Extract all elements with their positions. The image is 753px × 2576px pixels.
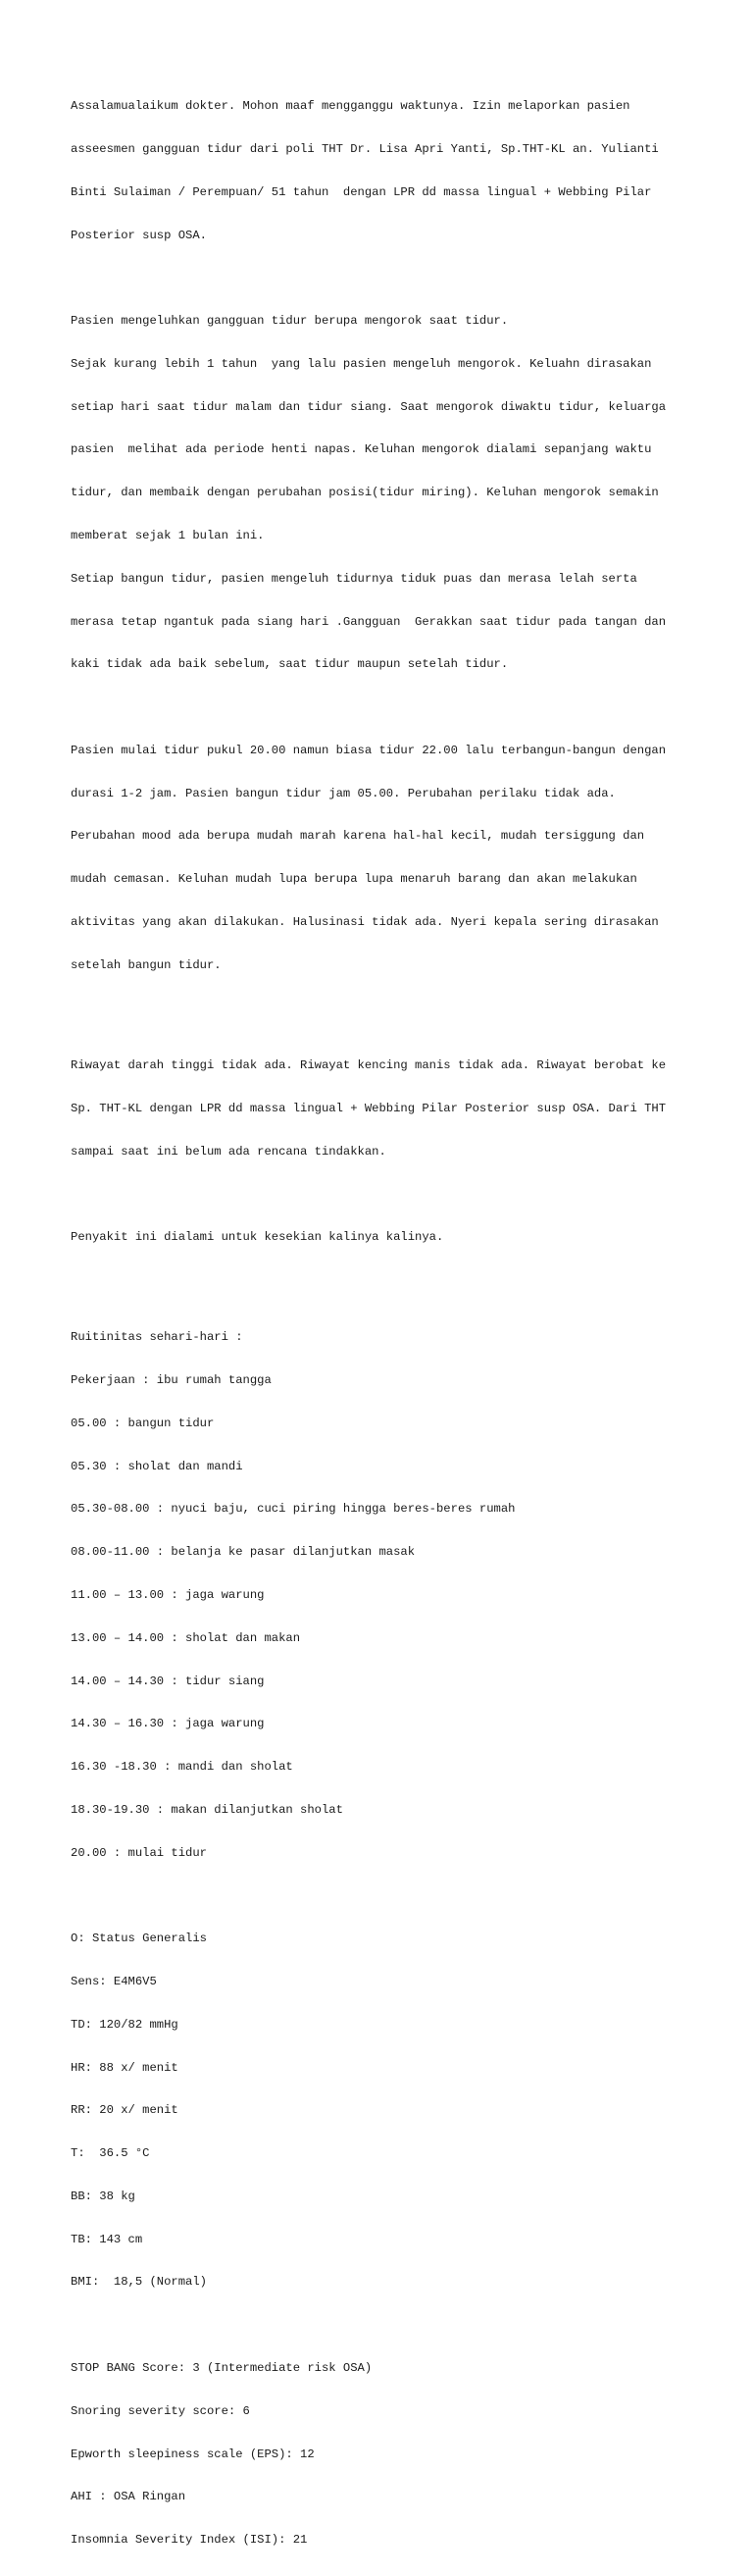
complaint-paragraph xyxy=(71,285,698,700)
text-line: merasa tetap ngantuk pada siang hari .Gangguan Gerakkan saat tidur pada tangan dan xyxy=(71,614,667,629)
text-line: durasi 1-2 jam. Pasien bangun tidur jam 05.00. Perubahan perilaku tidak ada. xyxy=(71,786,616,800)
routine-list xyxy=(71,1302,698,1888)
vital-sign: TD: 120/82 mmHg xyxy=(71,2017,178,2032)
score-item: Snoring severity score: 6 xyxy=(71,2403,250,2418)
text-line: Setiap bangun tidur, pasien mengeluh tidurnya tiduk puas dan merasa lelah serta xyxy=(71,571,637,586)
text-line: Binti Sulaiman / Perempuan/ 51 tahun dengan LPR dd massa lingual + Webbing Pilar xyxy=(71,184,652,199)
text-line: tidur, dan membaik dengan perubahan posisi(tidur miring). Keluhan mengorok semakin xyxy=(71,486,659,500)
first-time-paragraph xyxy=(71,1202,698,1273)
paragraph-gap xyxy=(71,1002,698,1030)
routine-heading: Ruitinitas sehari-hari : xyxy=(71,1330,243,1345)
paragraph-gap xyxy=(71,1273,698,1302)
routine-item: 20.00 : mulai tidur xyxy=(71,1845,207,1860)
routine-item: 16.30 -18.30 : mandi dan sholat xyxy=(71,1760,293,1775)
text-line: memberat sejak 1 bulan ini. xyxy=(71,529,265,542)
score-item: Insomnia Severity Index (ISI): 21 xyxy=(71,2533,308,2548)
vital-sign: TB: 143 cm xyxy=(71,2232,143,2246)
status-heading: O: Status Generalis xyxy=(71,1932,207,1946)
text-line: kaki tidak ada baik sebelum, saat tidur maupun setelah tidur. xyxy=(71,657,509,672)
status-generalis-list xyxy=(71,1903,698,2318)
routine-item: 05.30-08.00 : nyuci baju, cuci piring hingga beres-beres rumah xyxy=(71,1502,516,1517)
text-line: setelah bangun tidur. xyxy=(71,957,222,972)
text-line: Pasien mulai tidur pukul 20.00 namun biasa tidur 22.00 lalu terbangun-bangun dengan xyxy=(71,743,667,757)
paragraph-gap xyxy=(71,1888,698,1903)
routine-item: 13.00 – 14.00 : sholat dan makan xyxy=(71,1630,301,1645)
intro-paragraph xyxy=(71,71,698,271)
score-item: Epworth sleepiness scale (EPS): 12 xyxy=(71,2447,315,2461)
paragraph-gap xyxy=(71,271,698,285)
vital-sign: RR: 20 x/ menit xyxy=(71,2103,178,2118)
routine-item: Pekerjaan : ibu rumah tangga xyxy=(71,1373,272,1388)
text-line: Sejak kurang lebih 1 tahun yang lalu pasien mengeluh mengorok. Keluahn dirasakan xyxy=(71,356,652,371)
text-line: Pasien mengeluhkan gangguan tidur berupa mengorok saat tidur. xyxy=(71,314,509,329)
routine-item: 05.30 : sholat dan mandi xyxy=(71,1459,243,1473)
text-line: Posterior susp OSA. xyxy=(71,228,207,242)
text-line: Riwayat darah tinggi tidak ada. Riwayat kencing manis tidak ada. Riwayat berobat ke xyxy=(71,1057,667,1072)
text-line: mudah cemasan. Keluhan mudah lupa berupa lupa menaruh barang dan akan melakukan xyxy=(71,872,637,887)
routine-item: 08.00-11.00 : belanja ke pasar dilanjutkan masak xyxy=(71,1545,416,1560)
score-item: STOP BANG Score: 3 (Intermediate risk OSA) xyxy=(71,2361,373,2375)
scores-list xyxy=(71,2333,698,2576)
vital-sign: HR: 88 x/ menit xyxy=(71,2060,178,2075)
routine-item: 18.30-19.30 : makan dilanjutkan sholat xyxy=(71,1802,343,1817)
routine-item: 14.00 – 14.30 : tidur siang xyxy=(71,1674,265,1688)
text-line: pasien melihat ada periode henti napas. Keluhan mengorok dialami sepanjang waktu xyxy=(71,442,652,457)
vital-sign: T: 36.5 °C xyxy=(71,2146,150,2161)
text-line: Assalamualaikum dokter. Mohon maaf mengganggu waktunya. Izin melaporkan pasien xyxy=(71,99,630,114)
sleep-pattern-paragraph xyxy=(71,715,698,1002)
text-line: Perubahan mood ada berupa mudah marah karena hal-hal kecil, mudah tersiggung dan xyxy=(71,829,645,844)
routine-item: 05.00 : bangun tidur xyxy=(71,1416,215,1430)
routine-item: 14.30 – 16.30 : jaga warung xyxy=(71,1717,265,1731)
paragraph-gap xyxy=(71,1187,698,1202)
paragraph-gap xyxy=(71,2318,698,2333)
document-page xyxy=(71,71,698,2576)
vital-sign: BB: 38 kg xyxy=(71,2189,135,2203)
text-line: asseesmen gangguan tidur dari poli THT Dr. Lisa Apri Yanti, Sp.THT-KL an. Yulianti xyxy=(71,141,659,156)
score-item: AHI : OSA Ringan xyxy=(71,2490,186,2504)
text-line: Penyakit ini dialami untuk kesekian kalinya kalinya. xyxy=(71,1230,444,1245)
text-line: setiap hari saat tidur malam dan tidur siang. Saat mengorok diwaktu tidur, keluarga xyxy=(71,399,667,414)
vital-sign: Sens: E4M6V5 xyxy=(71,1974,157,1988)
vital-sign: BMI: 18,5 (Normal) xyxy=(71,2275,207,2290)
paragraph-gap xyxy=(71,700,698,715)
text-line: aktivitas yang akan dilakukan. Halusinasi tidak ada. Nyeri kepala sering dirasakan xyxy=(71,915,659,930)
history-paragraph xyxy=(71,1030,698,1188)
routine-item: 11.00 – 13.00 : jaga warung xyxy=(71,1587,265,1602)
text-line: sampai saat ini belum ada rencana tindakkan. xyxy=(71,1144,386,1159)
text-line: Sp. THT-KL dengan LPR dd massa lingual + Webbing Pilar Posterior susp OSA. Dari THT xyxy=(71,1101,667,1115)
